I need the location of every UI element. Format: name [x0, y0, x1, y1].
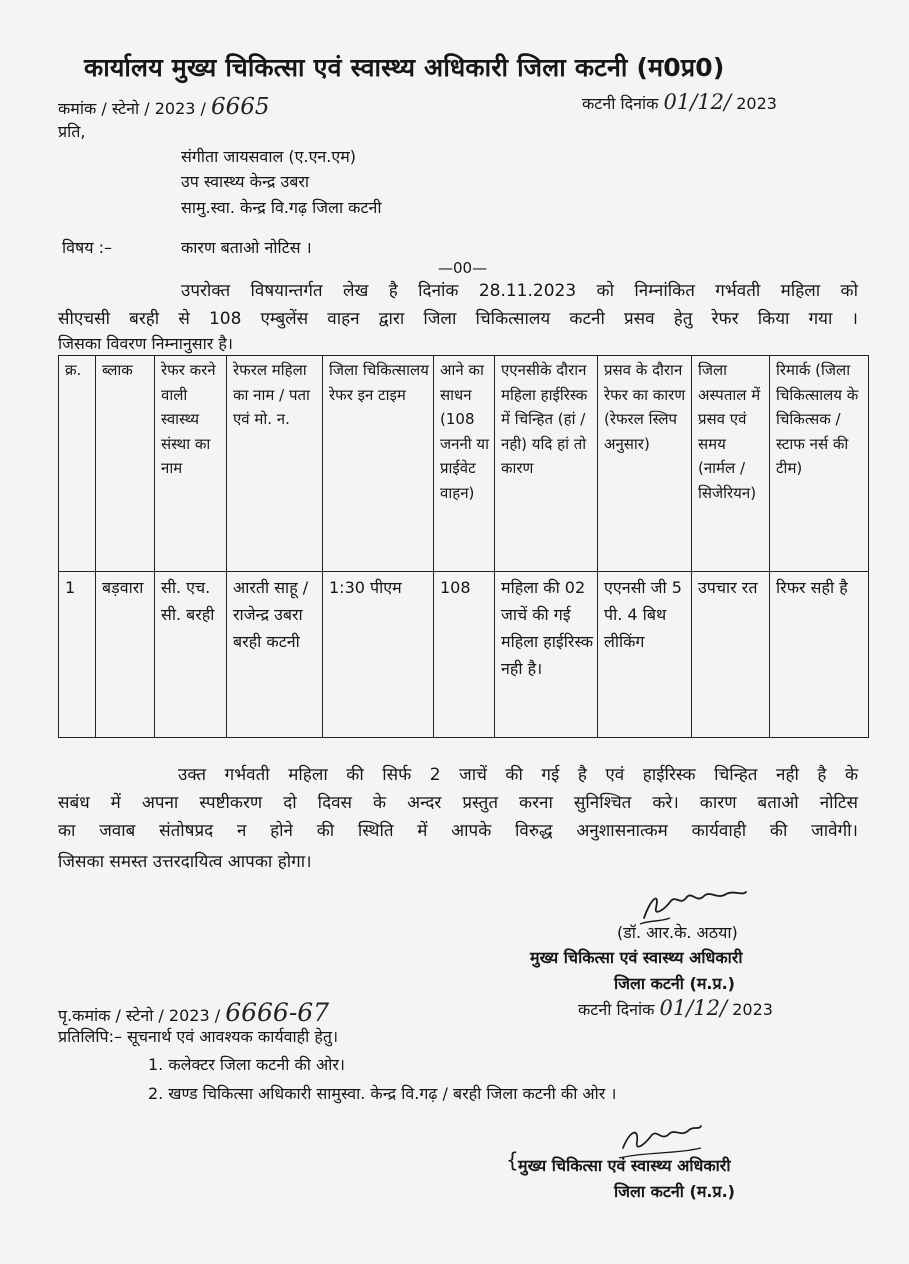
table-cell: बड़वारा: [96, 572, 155, 738]
subject-label: विषय :–: [62, 238, 113, 257]
second-designation: मुख्य चिकित्सा एवं स्वास्थ्य अधिकारी: [518, 1156, 731, 1175]
copy-reference-handwritten: 6666-67: [225, 998, 330, 1027]
signature-date-handwritten: 01/12/: [659, 996, 728, 1020]
recipient-address: सामु.स्वा. केन्द्र वि.गढ़ जिला कटनी: [181, 198, 382, 217]
table-cell: उपचार रत: [692, 572, 770, 738]
intro-line-2: सीएचसी बरही से 108 एम्बुलेंस वाहन द्वारा जिला चिकित्सालय कटनी प्रसव हेतु रेफर किया गया ।: [58, 309, 858, 329]
signature-date-line: [578, 996, 773, 1020]
table-cell: 108: [434, 572, 495, 738]
officer-designation: मुख्य चिकित्सा एवं स्वास्थ्य अधिकारी: [530, 948, 743, 967]
office-title: कार्यालय मुख्य चिकित्सा एवं स्वास्थ्य अधिकारी जिला कटनी (म0प्र0): [84, 53, 725, 82]
table-header-cell: जिला चिकित्सालय रेफर इन टाइम: [323, 356, 434, 572]
reference-prefix: कमांक / स्टेनो / 2023 /: [58, 99, 206, 118]
body-paragraph: [58, 761, 858, 845]
table-header-cell: क्र.: [59, 356, 96, 572]
table-cell: एएनसी जी 5 पी. 4 बिथ लीकिंग: [598, 572, 692, 738]
reference-number-line: [58, 94, 270, 120]
header-date-year: 2023: [736, 94, 777, 113]
table-cell: रिफर सही है: [770, 572, 869, 738]
table-cell: सी. एच. सी. बरही: [155, 572, 227, 738]
body-line-2: सबंध में अपना स्पष्टीकरण दो दिवस के अन्दर प्रस्तुत करना सुनिश्चित करे। कारण बताओ नोटिस: [58, 793, 858, 813]
signature-date-year: 2023: [732, 1000, 773, 1019]
subject-text: कारण बताओ नोटिस ।: [181, 238, 312, 257]
bracket-mark: {: [506, 1148, 519, 1172]
table-header-cell: प्रसव के दौरान रेफर का कारण (रेफरल स्लिप अनुसार): [598, 356, 692, 572]
table-cell: आरती साहू / राजेन्द्र उबरा बरही कटनी: [227, 572, 323, 738]
copy-item-2: 2. खण्ड चिकित्सा अधिकारी सामुस्वा. केन्द्र वि.गढ़ / बरही जिला कटनी की ओर ।: [148, 1084, 617, 1103]
officer-name: (डॉ. आर.के. अठया): [617, 923, 738, 942]
copy-reference-prefix: पृ.कमांक / स्टेनो / 2023 /: [58, 1006, 221, 1025]
header-date-prefix: कटनी दिनांक: [582, 94, 659, 113]
table-header-cell: रेफर करने वाली स्वास्थ्य संस्था का नाम: [155, 356, 227, 572]
table-header-cell: जिला अस्पताल में प्रसव एवं समय (नार्मल / सिजेरियन): [692, 356, 770, 572]
body-line-1: उक्त गर्भवती महिला की सिर्फ 2 जाचें की गई है एवं हाईरिस्क चिन्हित नही है के: [178, 765, 858, 785]
table-row: [59, 572, 869, 738]
intro-paragraph: [58, 277, 858, 333]
header-date-handwritten: 01/12/: [663, 90, 732, 114]
table-cell: 1:30 पीएम: [323, 572, 434, 738]
intro-line-1: उपरोक्त विषयान्तर्गत लेख है दिनांक 28.11.2023 को निम्नांकित गर्भवती महिला को: [181, 281, 858, 301]
recipient-center: उप स्वास्थ्य केन्द्र उबरा: [181, 172, 310, 191]
divider-mark: —00—: [438, 259, 488, 277]
copy-item-1: 1. कलेक्टर जिला कटनी की ओर।: [148, 1055, 345, 1074]
intro-line-3: जिसका विवरण निम्नानुसार है।: [58, 334, 233, 353]
table-header-cell: रिमार्क (जिला चिकित्सालय के चिकित्सक / स्टाफ नर्स की टीम): [770, 356, 869, 572]
table-header-cell: रेफरल महिला का नाम / पता एवं मो. न.: [227, 356, 323, 572]
copy-reference-line: [58, 998, 329, 1027]
officer-district: जिला कटनी (म.प्र.): [614, 974, 735, 993]
table-header-cell: आने का साधन (108 जननी या प्राईवेट वाहन): [434, 356, 495, 572]
officer-signature-graphic: [630, 880, 750, 926]
table-header-cell: ब्लाक: [96, 356, 155, 572]
referral-table: [58, 355, 869, 738]
copy-label: प्रतिलिपि:– सूचनार्थ एवं आवश्यक कार्यवाही हेतु।: [58, 1027, 339, 1046]
prati-label: प्रति,: [58, 122, 86, 141]
table-header-row: [59, 356, 869, 572]
recipient-name: संगीता जायसवाल (ए.एन.एम): [181, 147, 357, 166]
second-district: जिला कटनी (म.प्र.): [614, 1182, 735, 1201]
header-date-line: [582, 90, 777, 114]
reference-number-handwritten: 6665: [211, 94, 270, 120]
body-line-4: जिसका समस्त उत्तरदायित्व आपका होगा।: [58, 852, 312, 872]
table-header-cell: एएनसीके दौरान महिला हाईरिस्क में चिन्हित (हां / नही) यदि हां तो कारण: [495, 356, 598, 572]
table-cell: महिला की 02 जाचें की गई महिला हाईरिस्क नही है।: [495, 572, 598, 738]
table-cell: 1: [59, 572, 96, 738]
body-line-3: का जवाब संतोषप्रद न होने की स्थिति में आपके विरुद्ध अनुशासनात्कम कार्यवाही की जावेगी।: [58, 821, 858, 841]
signature-date-prefix: कटनी दिनांक: [578, 1000, 655, 1019]
